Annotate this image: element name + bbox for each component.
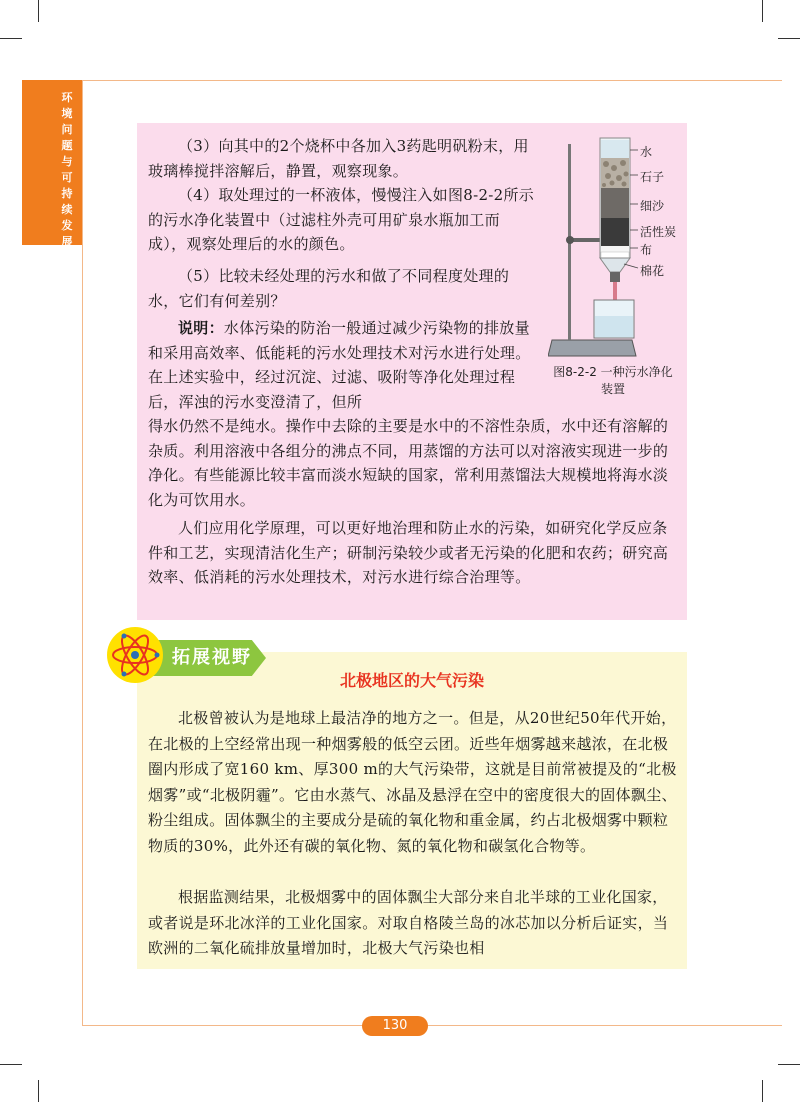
extension-paragraph-2: 根据监测结果，北极烟雾中的固体飘尘大部分来自北半球的工业化国家，或者说是环北冰洋的工业化国家。对取自格陵兰岛的冰芯加以分析后证实，当欧洲的二氧化硫排放量增加时，北极大气污染也相 (148, 888, 669, 957)
figure-caption: 图8-2-2 一种污水净化装置 (553, 365, 673, 396)
cloth-layer (601, 246, 629, 252)
carbon-layer (601, 218, 629, 246)
crop-mark (778, 1064, 800, 1065)
note-text-part1: 水体污染的防治一般通过减少污染物的排放量和采用高效率、低能耗的污水处理技术对污水进行处理。在上述实验中，经过沉淀、过滤、吸附等净化处理过程后，浑浊的污水变澄清了，但所 (148, 319, 531, 411)
crop-mark (0, 38, 22, 39)
figure-label-carbon: 活性炭 (640, 225, 677, 239)
top-guide-line (82, 80, 782, 81)
note-text-part2: 得水仍然不是纯水。操作中去除的主要是水中的不溶性杂质，水中还有溶解的杂质。利用溶液中各组分的沸点不同，用蒸馏的方法可以对溶液实现进一步的净化。有些能源比较丰富而淡水短缺的国家，常利用蒸馏法大规模地将海水淡化为可饮用水。 (148, 417, 669, 509)
bottom-guide-line (82, 1025, 782, 1026)
figure-label-sand: 细沙 (640, 199, 665, 213)
closing-paragraph: 人们应用化学原理，可以更好地治理和防止水的污染，如研究化学反应条件和工艺，实现清洁化生产；研制污染较少或者无污染的化肥和农药；研究高效率、低消耗的污水处理技术，对污水进行综合治理等。 (148, 519, 669, 586)
crop-mark (762, 0, 763, 22)
left-guide-line (82, 80, 83, 1025)
column-neck (600, 258, 630, 272)
figure-label-cloth: 布 (640, 243, 653, 257)
extension-paragraph-1: 北极曾被认为是地球上最洁净的地方之一。但是，从20世纪50年代开始，在北极的上空经常出现一种烟雾般的低空云团。近些年烟雾越来越浓，在北极圈内形成了宽160 km、厚300 m的大气污染带，这就是目前常被提及的“北极烟雾”或“北极阴霾”。它由水蒸气、冰晶及悬浮在空中的密度很大的固体飘尘、粉尘组成。固体飘尘的主要成分是硫的氧化物和重金属，约占北极烟雾中颗粒物质的30%，此外还有碳的氧化物、氮的氧化物和碳氢化合物等。 (148, 709, 677, 855)
chapter-side-tab-text: 环境问题与可持续发展 (61, 91, 73, 248)
extension-banner-text: 拓展视野 (172, 647, 252, 668)
sand-layer (601, 188, 629, 218)
figure-label-water: 水 (640, 145, 653, 159)
extension-title: 北极地区的大气污染 (339, 671, 484, 690)
water-layer (601, 140, 629, 158)
crop-mark (762, 1080, 763, 1102)
page-number: 130 (382, 1018, 408, 1033)
cotton-layer (601, 252, 629, 258)
note-paragraph (148, 316, 536, 414)
crop-mark (38, 0, 39, 22)
water-purification-figure (548, 130, 688, 362)
crop-mark (38, 1080, 39, 1102)
stand-base (548, 340, 636, 356)
note-label: 说明： (178, 319, 224, 337)
figure-label-stones: 石子 (640, 170, 665, 184)
crop-mark (0, 1064, 22, 1065)
step-4-text: （4）取处理过的一杯液体，慢慢注入如图8-2-2所示的污水净化装置中（过滤柱外壳可用矿泉水瓶加工而成），观察处理后的水的颜色。 (148, 186, 535, 253)
figure-label-cotton: 棉花 (640, 264, 665, 278)
crop-mark (778, 38, 800, 39)
step-3-text: （3）向其中的2个烧杯中各加入3药匙明矾粉末，用玻璃棒搅拌溶解后，静置，观察现象。 (148, 137, 529, 180)
step-5-text: （5）比较未经处理的污水和做了不同程度处理的水，它们有何差别？ (148, 267, 510, 310)
